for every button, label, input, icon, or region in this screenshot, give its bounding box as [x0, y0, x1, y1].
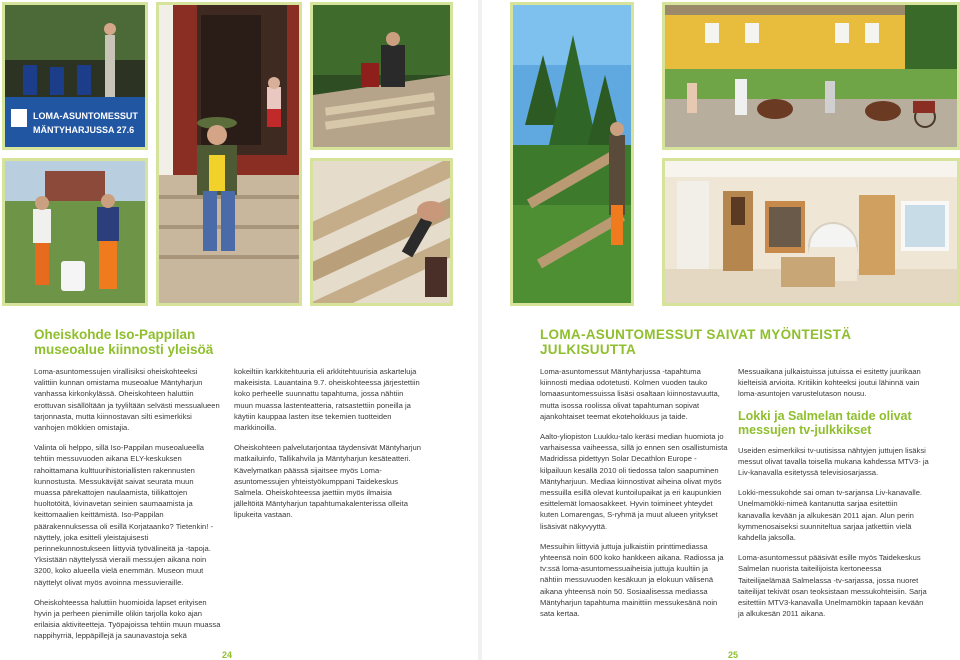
right-headline-line2: JULKISUUTTA — [540, 342, 637, 357]
right-subheadline — [738, 409, 930, 437]
sign-text-line2: MÄNTYHARJUSSA 27.6 — [33, 125, 135, 135]
left-col2-paragraph-2: Oheiskohteen palvelutarjontaa täydensivät Mäntyharjun matkailuinfo, Tallikahvila ja Mäntyharjun kesäteatteri. Kävelymatkan päässä sijaitsee myös Loma-asuntomessujen yhteistyökumppani Taidekeskus Salmela. Oheiskohteessa jaettiin myös ilmaisia jälleltöitä Mäntyharjun tapahtumakalenterissa olleita lipukeita vastaan. — [234, 443, 422, 520]
left-column-1 — [34, 366, 222, 651]
right-col2-intro: Messuaikana julkaistuissa jutuissa ei esitetty juurikaan kielteisiä arvioita. Kritiikin kohteeksi joutui lähinnä vain loma-asuntojen varustelutason nousu. — [738, 367, 921, 399]
page-number-left: 24 — [222, 650, 233, 660]
photo-band-performance — [2, 2, 148, 150]
photo-hammer-shingle — [310, 158, 453, 306]
sign-text-line1: LOMA-ASUNTOMESSUT — [33, 111, 138, 121]
right-col2-paragraph-1: Useiden esimerkiksi tv-uutisissa nähtyjen juttujen lisäksi messut olivat tavalla toisella mukana kahdessa MTV3- ja Liv-kanavalla esitetyssä televisiosarjassa. — [738, 445, 929, 478]
right-col2-paragraph-3: Loma-asuntomessut pääsivät esille myös Taidekeskus Salmelan nuorista taiteilijoista kertoneessa Taiteilijaelämää Salmelassa -tv-sarjassa, jossa nuoret taiteilijat tekivät osan teoksistaan messukohteisiin. Sarja esitettiin MTV3-kanavalla Unelmamökin tapaan kevään ja alkukesän 2011 aikana. — [738, 553, 927, 619]
right-col1-paragraph-2: Aalto-yliopiston Luukku-talo keräsi median huomiota jo varhaisessa vaiheessa, sillä jo ennen sen osallistumista Madridissa pidettyyn Solar Decathlon Europe -kilpailuun kesällä 2010 oli tiedossa talon saapuminen Mäntyharjuun. Mediaa kiinnostivat aiheina olivat myös messuilla esillä olevat kuntoilupaikat ja eri kaupunkien esittelemät lomaosakkeet. Hyvin toimineet yhteydet kuten Lomarengas, S-ryhmä ja muut alueen yritykset lisäsivät näkyvyyttä. — [540, 432, 728, 531]
right-headline-line1: LOMA-ASUNTOMESSUT SAIVAT MYÖNTEISTÄ — [540, 327, 852, 342]
page-number-right: 25 — [728, 650, 739, 660]
photo-man-ladder — [510, 2, 634, 306]
photo-interior — [662, 158, 960, 306]
photo-shingle-work — [310, 2, 453, 150]
right-column-2 — [738, 366, 930, 628]
photo-band-image — [5, 5, 145, 147]
right-column-1 — [540, 366, 728, 628]
left-col1-paragraph-3: Oheiskohteessa haluttiin huomioida lapset erityisen hyvin ja perheen pienimille olikin tarjolla koko ajan erilaisia aktiviteetteja. Työpajoissa tehtiin muun muassa nappihyrriä, leppäpillejä ja saunavastoja sekä — [34, 597, 221, 641]
photo-ladder-image — [513, 5, 631, 303]
left-headline-line2: museoalue kiinnosti yleisöä — [34, 342, 214, 357]
left-col1-paragraph-1: Loma-asuntomessujen virallisiksi oheiskohteeksi valittiin kunnan omistama museoalue Mäntyharjun vanhassa kirkonkylässä. Oheiskohteen haluttiin erottuvan sisällöltään ja tyyliltään selvästi messualueen tarjonnasta, mutta kiinnostavan silti esimerkiksi vanhojen mökkien omistajia. — [34, 367, 220, 433]
left-headline — [34, 327, 213, 357]
left-page — [0, 0, 478, 660]
right-subheadline-line1: Lokki ja Salmelan taide olivat — [738, 408, 912, 423]
right-col2-paragraph-2: Lokki-messukohde sai oman tv-sarjansa Liv-kanavalle. Unelmamökki-nimeä kantanutta sarjaa esitettiin kanavalla kevään ja alkukesän 2011 ajan. Alun perin kymmenosaiseksi suunniteltua sarjaa jatkettiin vielä kahdella jaksolla. — [738, 488, 923, 543]
photo-manor-image — [665, 5, 957, 147]
left-col1-paragraph-2: Valinta oli helppo, sillä Iso-Pappilan museoalueella tehtiin messuvuoden aikana ELY-keskuksen rahoittamana kulttuurihistoriallisten rakennusten kunnostusta. Messukävijät saivat seurata muun muassa pärekattojen naulaamista, tiilikattojen huoltotöitä, kivinavetan seinien saumaamista ja keittomaalien keittämistä. Iso-Pappilan päärakennuksessa oli esillä Korjataanko? Tietenkin! -näyttely, joka esitteli yleistajuisesti perinnekunnostukseen liittyviä työvälineitä ja -tapoja. Yksistään näyttelyssä vieraili messujen aikana noin 3200, koko alueella vielä enemmän. Museon muut näyttelyt olivat myös avoinna messuvieraille. — [34, 443, 213, 587]
photo-doorway-image — [159, 5, 299, 303]
left-column-2 — [234, 366, 422, 530]
photo-hammer-image — [313, 161, 450, 303]
right-subheadline-line2: messujen tv-julkkikset — [738, 422, 872, 437]
right-col1-paragraph-1: Loma-asuntomessut Mäntyharjussa -tapahtuma kiinnosti mediaa odotetusti. Kolmen vuoden tauko lomaasuntomessuissa lisäsi osaltaan kiinnostavuutta, mutta isossa roolissa olivat tapahtuman sopivat ajankohtaiset teemat ekotehokkuus ja taide. — [540, 367, 720, 421]
photo-manor-ponies — [662, 2, 960, 150]
right-page — [482, 0, 960, 660]
left-col2-paragraph-1: kokeiltiin karkkitehtuuria eli arkkitehtuurisia askarteluja makeisista. Lauantaina 9.7. oheiskohteessa järjestettiin koko perheelle suunnattu tapahtuma, jossa nähtiin muun muassa lastenteatteria, ratsastettiin poneilla ja käytiin kauppaa lasten itse tekemien tuotteiden markkinoilla. — [234, 367, 420, 433]
photo-man-doorway — [156, 2, 302, 306]
photo-shingle-image — [313, 5, 450, 147]
right-headline — [540, 327, 851, 357]
photo-workers-image — [5, 161, 145, 303]
photo-interior-image — [665, 161, 957, 303]
left-headline-line1: Oheiskohde Iso-Pappilan — [34, 327, 196, 342]
right-col1-paragraph-3: Messuihin liittyviä juttuja julkaistiin printtimediassa yhteensä noin 600 koko hankkeen aikana. Radiossa ja tv:ssä loma-asuntomessuaiheisia juttuja kuultiin ja nähtiin messuvuoden kesäkuun ja elokuun välisenä aikana yhteensä noin 50. Sosiaalisessa mediassa Mäntyharjun tapahtuma mainittiin messukesänä noin sata kertaa. — [540, 541, 724, 619]
photo-workers-bucket — [2, 158, 148, 306]
